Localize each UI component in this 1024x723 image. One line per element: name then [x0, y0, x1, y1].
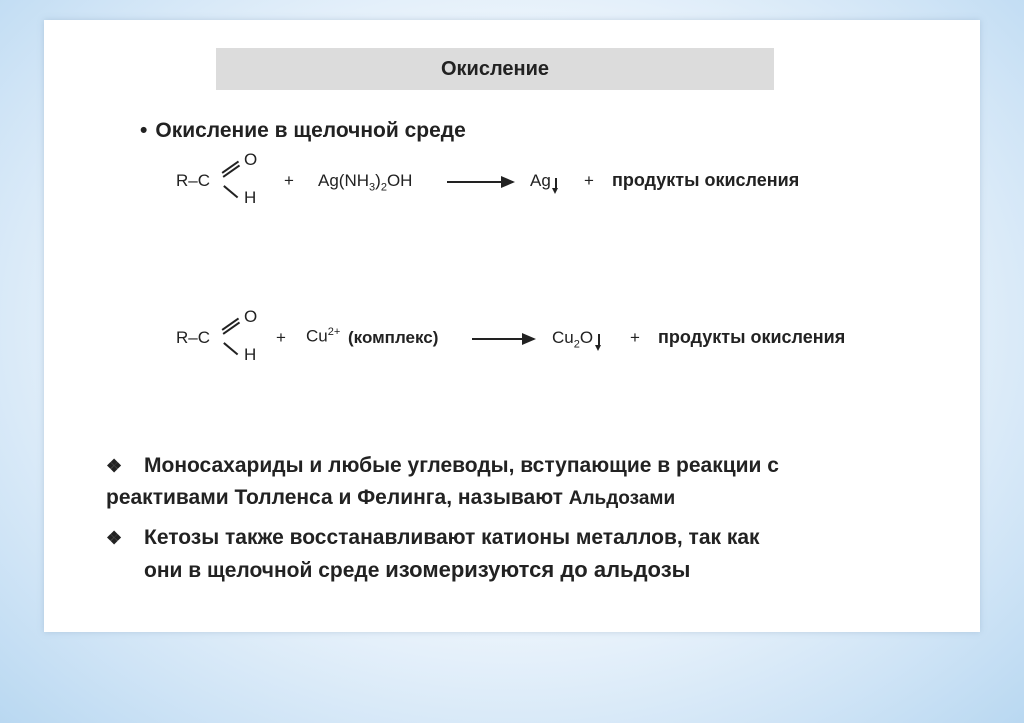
rxn1-reagent: $Ag(NH_3)_2OH$ — [318, 171, 413, 194]
para2-line1: Кетозы также восстанавливают катионы металлов, так как — [144, 526, 760, 549]
bullet-dot-icon: • — [140, 119, 148, 142]
rxn2-plus-1: + — [276, 328, 286, 347]
rxn1-arrow-icon — [447, 181, 513, 183]
slide-title-text: Окисление — [440, 57, 550, 80]
diamond-bullet-icon-2: ❖ — [106, 528, 123, 548]
slide-title — [216, 48, 774, 90]
rxn2-products-text: продукты окисления — [658, 327, 846, 347]
rxn1-oxygen: O — [244, 150, 258, 169]
paragraph-2 — [106, 522, 956, 586]
para2-line2: они в щелочной среде — [144, 559, 380, 582]
rxn2-reagent: $Cu^{2+}$ — [306, 326, 341, 346]
rxn1-hydrogen: H — [244, 188, 257, 207]
paragraph-1 — [106, 450, 956, 514]
rxn2-arrow-icon — [472, 338, 534, 340]
rxn2-hydrogen: H — [244, 345, 257, 364]
rxn2-single-bond — [224, 342, 239, 355]
rxn2-precipitate-arrow-icon — [598, 334, 600, 347]
rxn1-aldehyde-rc: R–C — [176, 171, 211, 190]
rxn1-product-ag: Ag — [530, 171, 551, 190]
rxn1-precipitate-arrow-icon — [555, 178, 557, 190]
rxn2-complex-text: (комплекс) — [348, 328, 439, 347]
bullet-heading — [140, 119, 466, 143]
rxn1-plus-2: + — [584, 171, 594, 190]
slide — [44, 20, 980, 632]
bullet-heading-text: Окисление в щелочной среде — [155, 119, 466, 142]
rxn1-single-bond — [224, 185, 239, 198]
rxn1-products-text: продукты окисления — [612, 170, 800, 190]
rxn2-aldehyde-rc: R–C — [176, 328, 211, 347]
diamond-bullet-icon: ❖ — [106, 456, 123, 476]
para1-answer: Альдозами — [568, 488, 676, 509]
rxn2-product: $Cu_2O$ — [552, 328, 594, 351]
para1-line2: реактивами Толленса и Фелинга, называют — [106, 486, 563, 509]
para1-line1: Моносахариды и любые углеводы, вступающие в реакции с — [144, 454, 779, 477]
para2-answer: изомеризуются до альдозы — [385, 557, 691, 582]
rxn1-plus-1: + — [284, 171, 294, 190]
rxn2-plus-2: + — [630, 328, 640, 347]
rxn2-oxygen: O — [244, 307, 258, 326]
